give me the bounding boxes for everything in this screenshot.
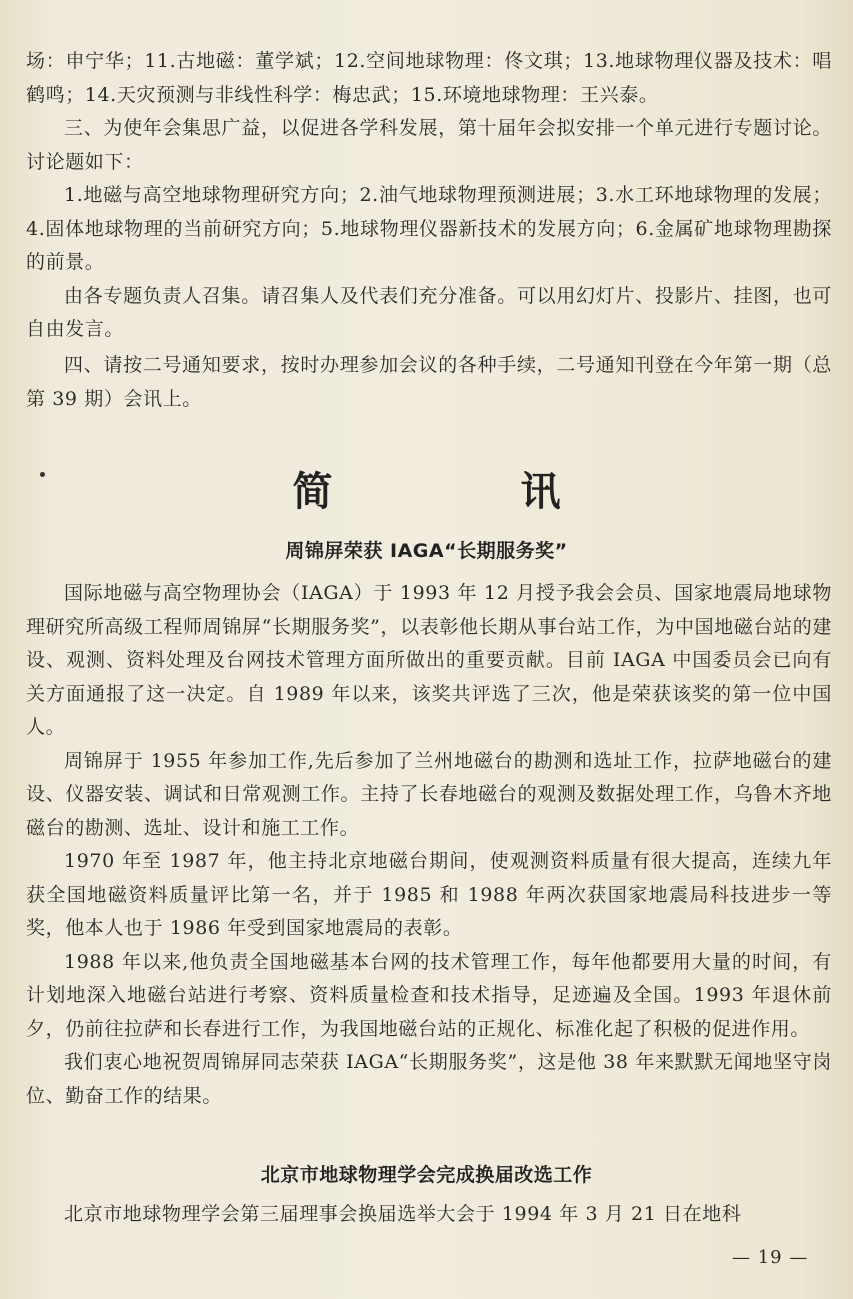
article-body	[26, 577, 832, 1113]
paragraph: 1970 年至 1987 年，他主持北京地磁台期间，使观测资料质量有很大提高，连续九年获全国地磁资料质量评比第一名，并于 1985 和 1988 年两次获国家地震局科技进步一等奖，他本人也于 1986 年受到国家地震局的表彰。	[26, 850, 832, 939]
page-number: — 19 —	[732, 1247, 809, 1268]
article-body	[26, 1198, 832, 1232]
section-title: 简 讯	[292, 469, 635, 515]
paragraph: 三、为使年会集思广益，以促进各学科发展，第十届年会拟安排一个单元进行专题讨论。讨论题如下：	[26, 117, 832, 173]
paragraph: 1.地磁与高空地球物理研究方向；2.油气地球物理预测进展；3.水工环地球物理的发展；4.固体地球物理的当前研究方向；5.地球物理仪器新技术的发展方向；6.金属矿地球物理勘探的前景。	[26, 184, 832, 273]
continued-section	[26, 45, 832, 347]
paragraph: 北京市地球物理学会第三届理事会换届选举大会于 1994 年 3 月 21 日在地科	[64, 1203, 742, 1225]
paragraph: 1988 年以来,他负责全国地磁基本台网的技术管理工作，每年他都要用大量的时间，有计划地深入地磁台站进行考察、资料质量检查和技术指导，足迹遍及全国。1993 年退休前夕，仍前往拉萨和长春进行工作，为我国地磁台站的正规化、标准化起了积极的促进作用。	[26, 950, 832, 1040]
paragraph: 我们衷心地祝贺周锦屏同志荣获 IAGA“长期服务奖”，这是他 38 年来默默无闻地坚守岗位、勤奋工作的结果。	[26, 1051, 832, 1107]
notice-item-four	[26, 349, 832, 416]
article-title: 周锦屏荣获 IAGA“长期服务奖”	[285, 540, 568, 562]
paragraph: 场：申宁华；11.古地磁：董学斌；12.空间地球物理：佟文琪；13.地球物理仪器及技术：唱鹤鸣；14.天灾预测与非线性科学：梅忠武；15.环境地球物理：王兴泰。	[26, 50, 832, 106]
paragraph: 国际地磁与高空物理协会（IAGA）于 1993 年 12 月授予我会会员、国家地震局地球物理研究所高级工程师周锦屏“长期服务奖”，以表彰他长期从事台站工作，为中国地磁台站的建设、观测、资料处理及台网技术管理方面所做出的重要贡献。目前 IAGA 中国委员会已向有关方面通报了这一决定。自 1989 年以来，该奖共评选了三次，他是荣获该奖的第一位中国人。	[26, 582, 832, 738]
article-title: 北京市地球物理学会完成换届改选工作	[260, 1164, 593, 1186]
paragraph: 由各专题负责人召集。请召集人及代表们充分准备。可以用幻灯片、投影片、挂图，也可自由发言。	[26, 284, 832, 340]
paragraph: 周锦屏于 1955 年参加工作,先后参加了兰州地磁台的勘测和选址工作，拉萨地磁台的建设、仪器安装、调试和日常观测工作。主持了长春地磁台的观测及数据处理工作，乌鲁木齐地磁台的勘测、选址、设计和施工工作。	[26, 749, 832, 839]
paragraph: 四、请按二号通知要求，按时办理参加会议的各种手续，二号通知刊登在今年第一期（总第 39 期）会讯上。	[26, 354, 832, 410]
